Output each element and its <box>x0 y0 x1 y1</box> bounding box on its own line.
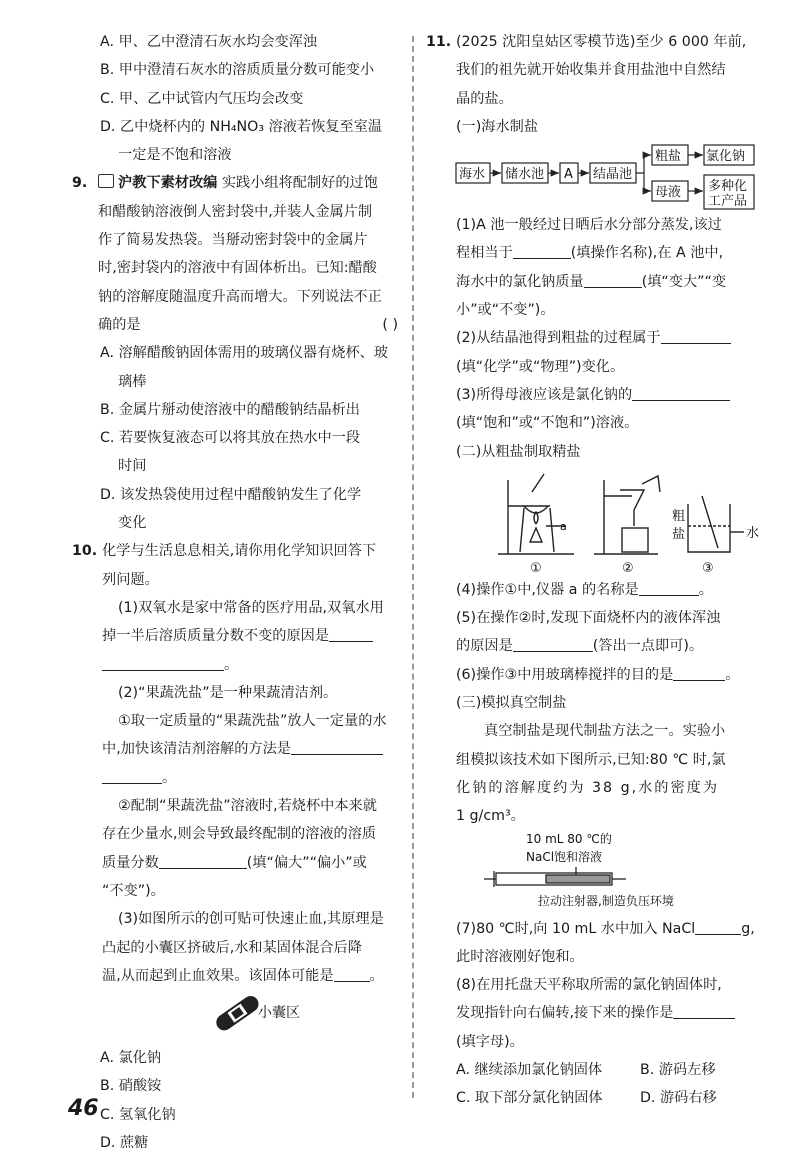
q10-sub2-line-1: (2)“果蔬洗盐”是一种果蔬清洁剂。 <box>118 684 338 701</box>
q9-option-b: B. 金属片掰动使溶液中的醋酸钠结晶析出 <box>100 401 360 418</box>
q11-sub6: (6)操作③中用玻璃棒搅拌的目的是 。 <box>426 661 762 689</box>
q11-line-2: 我们的祖先就开始收集并食用盐池中自然结 <box>456 62 726 79</box>
q10-sub2-line-5: ②配制“果蔬洗盐”溶液时,若烧杯中本来就 <box>118 798 377 815</box>
q9-line-4: 时,密封袋内的溶液中有固体析出。已知:醋酸 <box>98 260 377 277</box>
q11-vacuum-line-4: 1 g/cm³。 <box>456 808 525 825</box>
apparatus-label-3: ③ <box>702 560 714 576</box>
apparatus-label-2: ② <box>622 560 634 576</box>
flow-box-crystallizer: 结晶池 <box>593 167 633 183</box>
q11-sub8-line-1: (8)在用托盘天平称取所需的氯化钠固体时, <box>456 977 722 994</box>
syringe-label-2: NaCl饱和溶液 <box>526 849 603 864</box>
crude-salt-label-1: 粗 <box>672 508 686 524</box>
answer-blank <box>513 242 571 259</box>
answer-blank <box>291 738 383 755</box>
answer-blank <box>632 384 730 401</box>
answer-blank <box>102 654 224 671</box>
answer-blank <box>673 1002 735 1019</box>
q9-option-c: C. 若要恢复液态可以将其放在热水中一段 <box>100 430 361 447</box>
sea-salt-flowchart <box>426 141 762 211</box>
answer-blank <box>513 635 593 652</box>
q11-sub5-line-1: (5)在操作②时,发现下面烧杯内的液体浑浊 <box>456 610 721 627</box>
q10-sub3-line-3: 温,从而起到止血效果。该固体可能是 。 <box>72 962 404 990</box>
q9-source: 沪教下素材改编 <box>118 175 218 192</box>
q11-sub2-line-2: (填“化学”或“物理”)变化。 <box>456 358 625 375</box>
flow-box-mother-liquor: 母液 <box>655 185 682 201</box>
page-number: 46 <box>68 1096 99 1121</box>
q8-option-b: B. 甲中澄清石灰水的溶质质量分数可能变小 <box>100 62 375 79</box>
q10-option-d: D. 蔗糖 <box>100 1134 149 1151</box>
left-column <box>72 28 404 1157</box>
syringe-label-1: 10 mL 80 ℃的 <box>526 831 612 846</box>
answer-blank <box>329 625 373 642</box>
answer-blank <box>334 965 370 982</box>
q9-line-3: 作了简易发热袋。当掰动密封袋中的金属片 <box>98 232 368 249</box>
q9-option-d-cont: 变化 <box>118 515 147 532</box>
q10-line-2: 列问题。 <box>102 571 159 588</box>
q11-sub7-line-1: (7)80 ℃时,向 10 mL 水中加入 NaCl g, <box>426 915 762 943</box>
q10-sub2-line-2: ①取一定质量的“果蔬洗盐”放人一定量的水 <box>118 713 387 730</box>
q8-option-d: D. 乙中烧杯内的 NH₄NO₃ 溶液若恢复至室温 <box>100 118 383 135</box>
q10-sub2-line-3: 中,加快该清洁剂溶解的方法是 <box>72 735 404 763</box>
q11-option-c: C. 取下部分氯化钠固体 <box>456 1090 603 1107</box>
column-divider <box>412 36 414 1098</box>
q11-vacuum-line-3: 化钠的溶解度约为 38 g,水的密度为 <box>456 779 720 796</box>
q10-line-1: 10. 化学与生活息息相关,请你用化学知识回答下 <box>72 537 404 565</box>
q11-sub1-line-1: (1)A 池一般经过日晒后水分部分蒸发,该过 <box>456 217 722 234</box>
q8-option-a: A. 甲、乙中澄清石灰水均会变浑浊 <box>100 34 318 50</box>
q11-number: 11. <box>426 34 452 50</box>
q9-line-6: 确的是 ( ) <box>72 311 404 339</box>
bandage-label: 小囊区 <box>258 1005 300 1022</box>
q11-sub5-line-2: 的原因是 (答出一点即可)。 <box>426 632 762 660</box>
flow-box-reservoir: 储水池 <box>505 167 545 183</box>
q10-sub3-line-2: 凸起的小囊区挤破后,水和某固体混合后降 <box>102 939 362 956</box>
q8-option-d-cont: 一定是不饱和溶液 <box>118 147 232 164</box>
apparatus-label-1: ① <box>530 560 542 576</box>
apparatus-a-label: a <box>560 519 567 533</box>
q10-option-a: A. 氯化钠 <box>100 1050 162 1067</box>
q11-sub4: (4)操作①中,仪器 a 的名称是 。 <box>426 576 762 604</box>
q11-section-1: (一)海水制盐 <box>456 118 539 135</box>
q10-sub1-line-2: 掉一半后溶质质量分数不变的原因是 <box>72 622 404 650</box>
apparatus-figure <box>426 466 762 576</box>
q11-section-3: (三)模拟真空制盐 <box>456 695 567 712</box>
bandage-figure <box>72 990 404 1044</box>
q11-option-d: D. 游码右移 <box>640 1090 717 1107</box>
answer-blank <box>584 271 642 288</box>
q10-sub1-line-3: 。 <box>72 651 404 679</box>
flow-box-nacl: 氯化钠 <box>706 149 746 165</box>
q11-options-row-1 <box>426 1056 762 1084</box>
flow-box-products-2: 工产品 <box>708 194 748 210</box>
q10-sub1-line-1: (1)双氧水是家中常备的医疗用品,双氧水用 <box>118 599 384 616</box>
q11-line-1: 11. (2025 沈阳皇姑区零模节选)至少 6 000 年前, <box>426 28 762 56</box>
book-icon <box>98 174 114 188</box>
answer-blank <box>639 579 699 596</box>
right-column <box>426 28 762 1113</box>
q11-sub1-line-3: 海水中的氯化钠质量 (填“变大”“变 <box>426 268 762 296</box>
flow-box-crude-salt: 粗盐 <box>655 149 682 165</box>
water-label: 水 <box>746 525 760 541</box>
q10-sub2-line-7: 质量分数 (填“偏大”“偏小”或 <box>72 849 404 877</box>
q11-sub3-line-1: (3)所得母液应该是氯化钠的 <box>426 381 762 409</box>
q11-vacuum-line-2: 组模拟该技术如下图所示,已知:80 ℃ 时,氯 <box>456 751 726 768</box>
q10-option-c: C. 氢氧化钠 <box>100 1106 176 1123</box>
crude-salt-label-2: 盐 <box>672 526 686 542</box>
q10-option-b: B. 硝酸铵 <box>100 1078 162 1095</box>
syringe-caption: 拉动注射器,制造负压环境 <box>538 893 674 908</box>
q9-line-1: 9. 沪教下素材改编 实践小组将配制好的过饱 <box>72 169 404 197</box>
q10-sub2-line-4: 。 <box>72 764 404 792</box>
q9-option-d: D. 该发热袋使用过程中醋酸钠发生了化学 <box>100 486 362 503</box>
q11-vacuum-line-1: 真空制盐是现代制盐方法之一。实验小 <box>484 723 726 740</box>
q11-option-b: B. 游码左移 <box>640 1062 716 1079</box>
q9-number: 9. <box>72 175 88 192</box>
q11-options-row-2 <box>426 1084 762 1112</box>
q10-sub3-line-1: (3)如图所示的创可贴可快速止血,其原理是 <box>118 911 384 928</box>
q9-option-a-cont: 璃棒 <box>118 373 147 390</box>
q11-line-3: 晶的盐。 <box>456 90 513 107</box>
answer-blank <box>695 918 741 935</box>
q9-option-a: A. 溶解醋酸钠固体需用的玻璃仪器有烧杯、玻 <box>100 345 389 362</box>
answer-blank <box>661 327 731 344</box>
q11-sub2-line-1: (2)从结晶池得到粗盐的过程属于 <box>426 324 762 352</box>
q9-line-5: 钠的溶解度随温度升高而增大。下列说法不正 <box>98 288 382 305</box>
q9-option-c-cont: 时间 <box>118 458 147 475</box>
flow-box-products-1: 多种化 <box>708 179 748 195</box>
q11-sub3-line-2: (填“饱和”或“不饱和”)溶液。 <box>456 415 639 432</box>
answer-paren: ( ) <box>382 316 398 333</box>
answer-blank <box>159 852 247 869</box>
q11-sub8-line-2: 发现指针向右偏转,接下来的操作是 <box>426 999 762 1027</box>
q11-section-2: (二)从粗盐制取精盐 <box>456 443 581 460</box>
q10-sub2-line-6: 存在少量水,则会导致最终配制的溶液的溶质 <box>102 826 377 843</box>
q11-sub8-line-3: (填字母)。 <box>456 1033 524 1050</box>
q8-option-c: C. 甲、乙中试管内气压均会改变 <box>100 90 304 107</box>
q11-sub7-line-2: 此时溶液刚好饱和。 <box>456 948 584 965</box>
q10-sub2-line-8: “不变”)。 <box>102 882 165 899</box>
answer-blank <box>102 767 162 784</box>
q9-line-2: 和醋酸钠溶液倒人密封袋中,并装人金属片制 <box>98 203 373 220</box>
q10-number: 10. <box>72 543 98 560</box>
syringe-figure <box>426 831 762 915</box>
flow-box-seawater: 海水 <box>459 167 486 183</box>
q11-sub1-line-2: 程相当于 (填操作名称),在 A 池中, <box>426 239 762 267</box>
q11-sub1-line-4: 小”或“不变”)。 <box>456 302 555 319</box>
flow-box-a: A <box>564 167 573 183</box>
q11-option-a: A. 继续添加氯化钠固体 <box>456 1062 603 1079</box>
answer-blank <box>673 664 725 681</box>
